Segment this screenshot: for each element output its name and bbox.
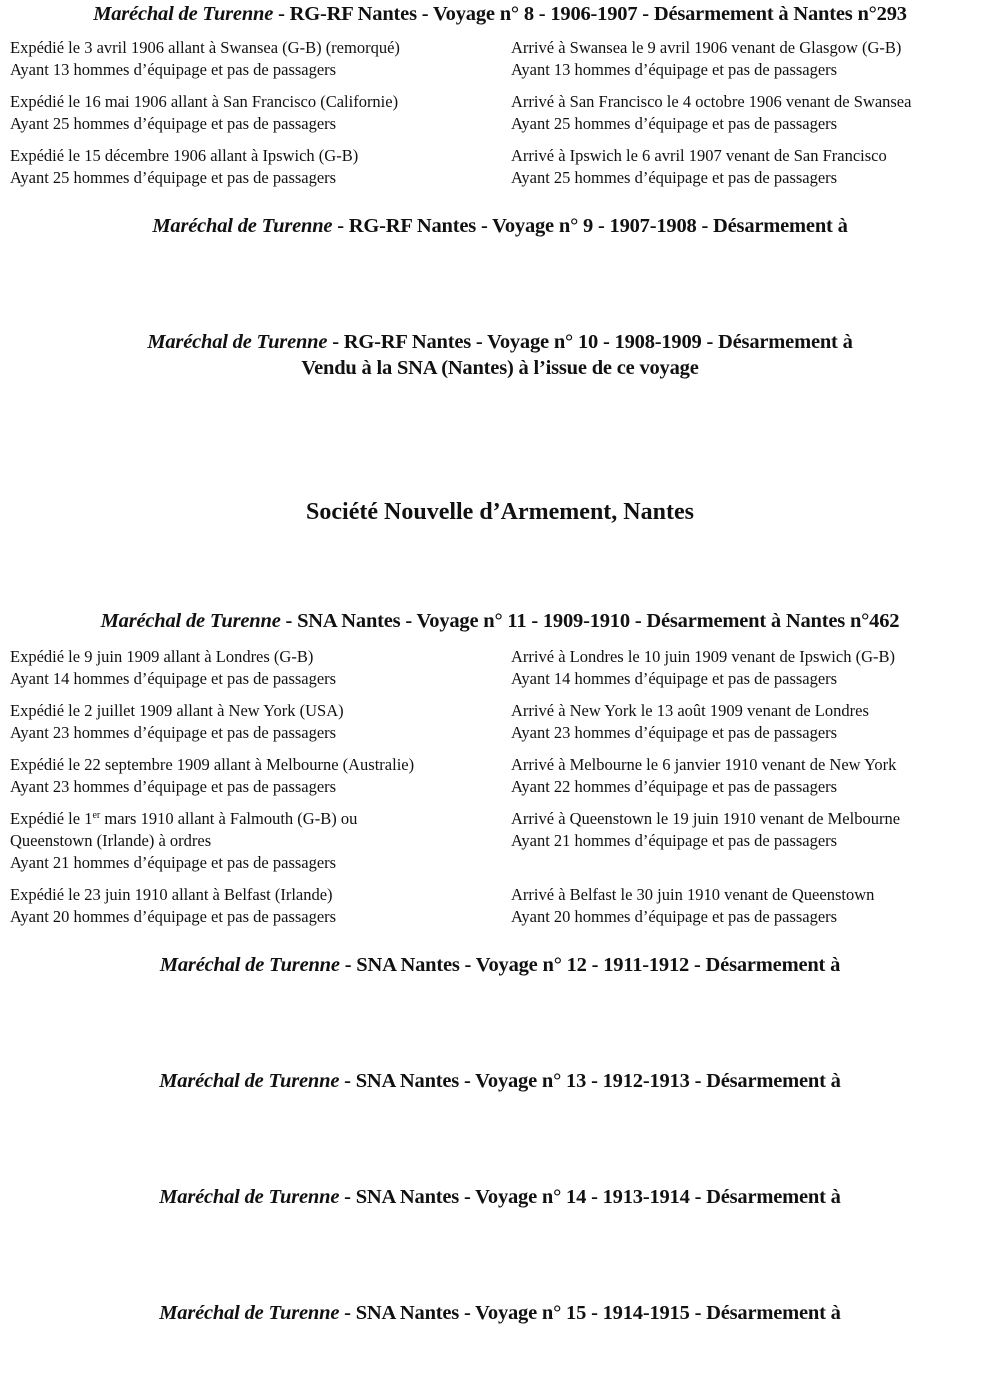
arrival-entry: Arrivé à Swansea le 9 avril 1906 venant de Glasgow (G-B) Ayant 13 hommes d’équipage et pas de passagers xyxy=(511,38,902,79)
voyage-14-heading: Maréchal de Turenne - SNA Nantes - Voyage n° 14 - 1913-1914 - Désarmement à xyxy=(159,1186,841,1208)
voyage-9-heading: Maréchal de Turenne - RG-RF Nantes - Voyage n° 9 - 1907-1908 - Désarmement à xyxy=(152,215,848,237)
departure-entry: Expédié le 2 juillet 1909 allant à New York (USA) Ayant 23 hommes d’équipage et pas de passagers xyxy=(10,701,344,742)
voyage-11-heading: Maréchal de Turenne - SNA Nantes - Voyage n° 11 - 1909-1910 - Désarmement à Nantes n°462 xyxy=(100,610,900,632)
sale-note: Vendu à la SNA (Nantes) à l’issue de ce voyage xyxy=(301,357,699,379)
arrival-entry: Arrivé à Londres le 10 juin 1909 venant de Ipswich (G-B) Ayant 14 hommes d’équipage et pas de passagers xyxy=(511,647,895,688)
departure-entry: Expédié le 16 mai 1906 allant à San Francisco (Californie) Ayant 25 hommes d’équipage et pas de passagers xyxy=(10,92,399,133)
voyage-15-heading: Maréchal de Turenne - SNA Nantes - Voyage n° 15 - 1914-1915 - Désarmement à xyxy=(159,1302,841,1324)
arrival-entry: Arrivé à Ipswich le 6 avril 1907 venant de San Francisco Ayant 25 hommes d’équipage et pas de passagers xyxy=(511,146,887,187)
departure-entry: Expédié le 15 décembre 1906 allant à Ipswich (G-B) Ayant 25 hommes d’équipage et pas de passagers xyxy=(10,146,359,187)
voyage-13-heading: Maréchal de Turenne - SNA Nantes - Voyage n° 13 - 1912-1913 - Désarmement à xyxy=(159,1070,841,1092)
departure-entry: Expédié le 1er mars 1910 allant à Falmouth (G-B) ou Queenstown (Irlande) à ordres Ayant 21 hommes d’équipage et pas de passagers xyxy=(10,809,358,872)
arrival-entry: Arrivé à Melbourne le 6 janvier 1910 venant de New York Ayant 22 hommes d’équipage et pas de passagers xyxy=(511,755,897,796)
arrival-entry: Arrivé à New York le 13 août 1909 venant de Londres Ayant 23 hommes d’équipage et pas de passagers xyxy=(511,701,869,742)
section-title: Société Nouvelle d’Armement, Nantes xyxy=(306,499,694,525)
departure-entry: Expédié le 22 septembre 1909 allant à Melbourne (Australie) Ayant 23 hommes d’équipage et pas de passagers xyxy=(10,755,415,796)
ship-name: Maréchal de Turenne xyxy=(93,3,274,25)
departure-entry: Expédié le 9 juin 1909 allant à Londres (G-B) Ayant 14 hommes d’équipage et pas de passagers xyxy=(10,647,337,688)
voyage-12-heading: Maréchal de Turenne - SNA Nantes - Voyage n° 12 - 1911-1912 - Désarmement à xyxy=(159,954,841,976)
arrival-entry: Arrivé à San Francisco le 4 octobre 1906 venant de Swansea Ayant 25 hommes d’équipage et pas de passagers xyxy=(511,92,912,133)
voyage-title: - RG-RF Nantes - Voyage n° 8 - 1906-1907 - Désarmement à Nantes n°293 xyxy=(273,3,907,25)
arrival-entry: Arrivé à Queenstown le 19 juin 1910 venant de Melbourne Ayant 21 hommes d’équipage et pas de passagers xyxy=(511,809,901,850)
arrival-entry: Arrivé à Belfast le 30 juin 1910 venant de Queenstown Ayant 20 hommes d’équipage et pas de passagers xyxy=(511,885,875,926)
departure-entry: Expédié le 3 avril 1906 allant à Swansea (G-B) (remorqué) Ayant 13 hommes d’équipage et pas de passagers xyxy=(10,38,400,79)
voyage-8-heading xyxy=(0,1,1000,27)
departure-entry: Expédié le 23 juin 1910 allant à Belfast (Irlande) Ayant 20 hommes d’équipage et pas de passagers xyxy=(10,885,337,926)
voyage-10-heading: Maréchal de Turenne - RG-RF Nantes - Voyage n° 10 - 1908-1909 - Désarmement à xyxy=(147,331,853,353)
